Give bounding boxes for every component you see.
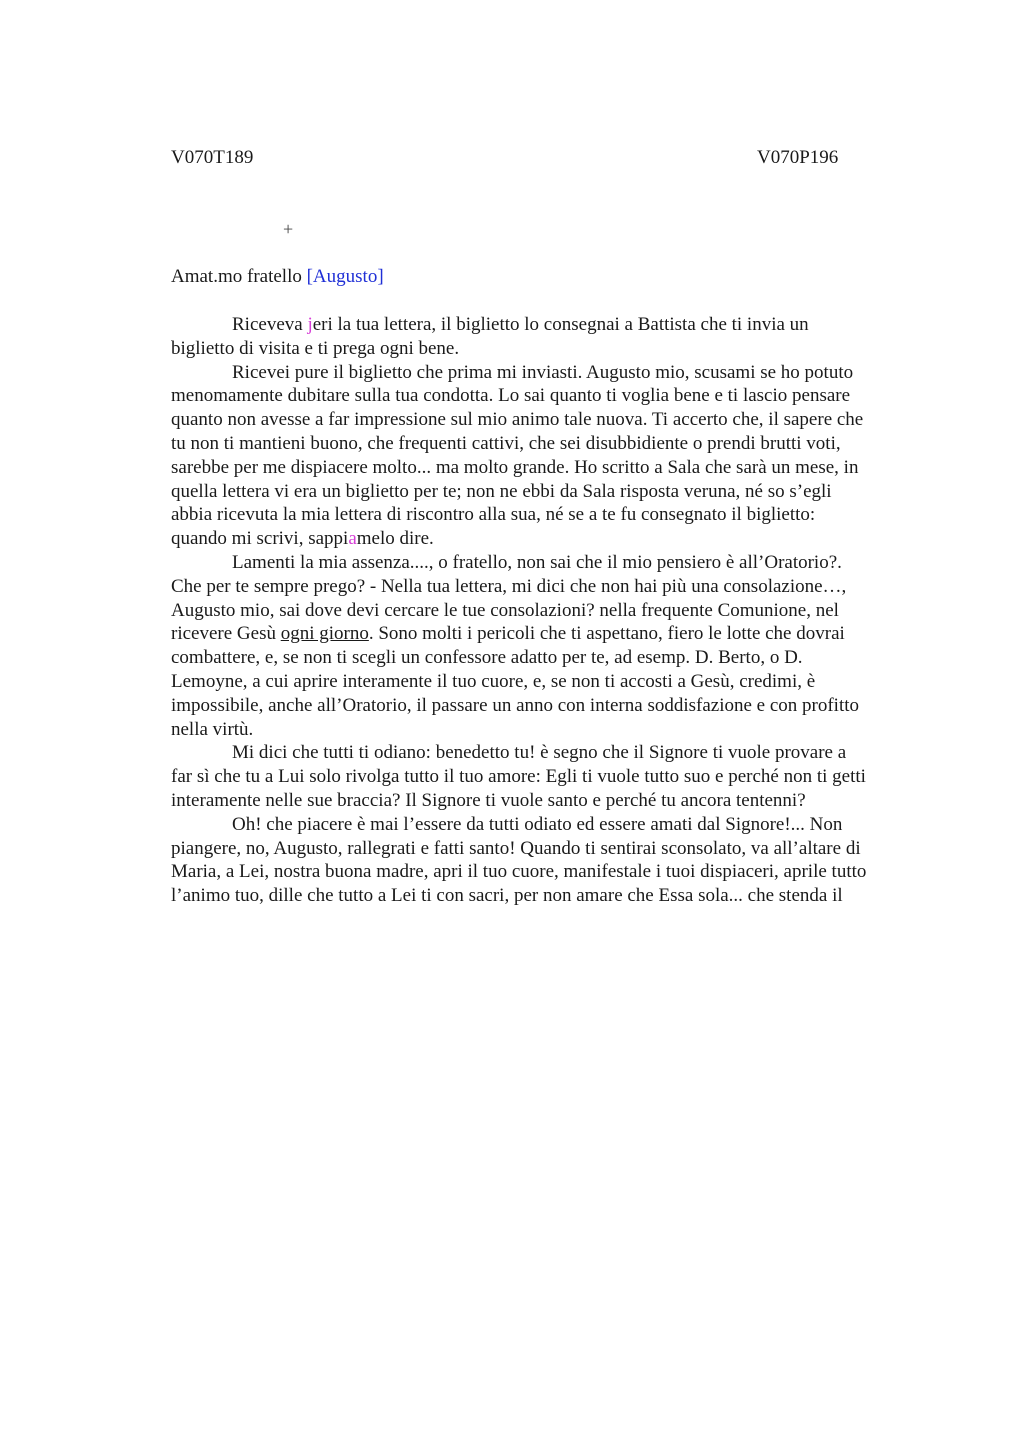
letter-line: Che per te sempre prego? - Nella tua lettera, mi dici che non hai più una consolazione…, [171,575,847,597]
letter-line [171,313,941,337]
letter-line: abbia ricevuta la mia lettera di riscontro alla sua, né se a te fu consegnato il biglietto: [171,504,816,526]
letter-line: menomamente dubitare sulla tua condotta. Lo sai quanto ti voglia bene e ti lascio pensare [171,385,851,407]
letter-line: tu non ti mantieni buono, che frequenti cattivi, che sei disubbidiente o prendi brutti voti, [171,432,841,454]
letter-line: Maria, a Lei, nostra buona madre, apri il tuo cuore, manifestale i tuoi dispiaceri, aprile tutto [171,861,867,883]
salutation-text: Amat.mo fratello [171,266,307,287]
letter-line: quanto non avesse a far impressione sul mio animo tale nuova. Ti accerto che, il sapere che [171,409,864,431]
text-segment: melo dire. [356,528,434,550]
highlighted-letter: a [348,528,357,550]
letter-line: piangere, no, Augusto, rallegrati e fatti santo! Quando ti sentirai sconsolato, va all’altare di [171,837,861,859]
text-segment: ricevere Gesù [171,623,281,645]
text-segment: Riceveva [232,314,308,335]
letter-body [171,313,941,908]
letter-line [171,527,941,551]
underlined-phrase: ogni giorno [280,623,369,645]
letter-line: Ricevei pure il biglietto che prima mi inviasti. Augusto mio, scusami se ho potuto [232,361,854,383]
letter-line: Lemoyne, a cui aprire interamente il tuo cuore, e, se non ti accosti a Gesù, credimi, è [171,670,816,692]
text-segment: eri la tua lettera, il biglietto lo consegnai a Battista che ti invia un [312,314,809,335]
letter-line: interamente nelle sue braccia? Il Signore ti vuole santo e perché tu ancora tentenni? [171,789,806,811]
salutation [171,266,384,288]
letter-line: impossibile, anche all’Oratorio, il passare un anno con interna soddisfazione e con profitto [171,694,860,716]
text-segment: . Sono molti i pericoli che ti aspettano, fiero le lotte che dovrai [368,623,845,645]
document-code-left: V070T189 [171,147,254,168]
salutation-recipient-name: [Augusto] [306,266,384,287]
cross-mark: + [283,219,294,239]
letter-line: Oh! che piacere è mai l’essere da tutti odiato ed essere amati dal Signore!... Non [232,813,843,835]
letter-line: Augusto mio, sai dove devi cercare le tue consolazioni? nella frequente Comunione, nel [171,599,839,621]
letter-line [171,622,941,646]
document-code-right: V070P196 [757,147,839,168]
letter-line: Mi dici che tutti ti odiano: benedetto tu! è segno che il Signore ti vuole provare a [232,742,847,764]
letter-line: far sì che tu a Lui solo rivolga tutto il tuo amore: Egli ti vuole tutto suo e perché non ti getti [171,766,866,788]
letter-line: l’animo tuo, dille che tutto a Lei ti con sacri, per non amare che Essa sola... che stenda il [171,885,843,907]
letter-line: combattere, e, se non ti scegli un confessore adatto per te, ad esemp. D. Berto, o D. [171,647,803,669]
letter-line: nella virtù. [171,718,254,740]
highlighted-letter: j [307,314,313,335]
letter-line: quella lettera vi era un biglietto per te; non ne ebbi da Sala risposta veruna, né so s’egli [171,480,832,502]
text-segment: quando mi scrivi, sappi [171,528,349,550]
letter-line: sarebbe per me dispiacere molto... ma molto grande. Ho scritto a Sala che sarà un mese, in [171,456,859,478]
letter-line: Lamenti la mia assenza...., o fratello, non sai che il mio pensiero è all’Oratorio?. [232,551,842,573]
letter-line: biglietto di visita e ti prega ogni bene. [171,337,460,359]
